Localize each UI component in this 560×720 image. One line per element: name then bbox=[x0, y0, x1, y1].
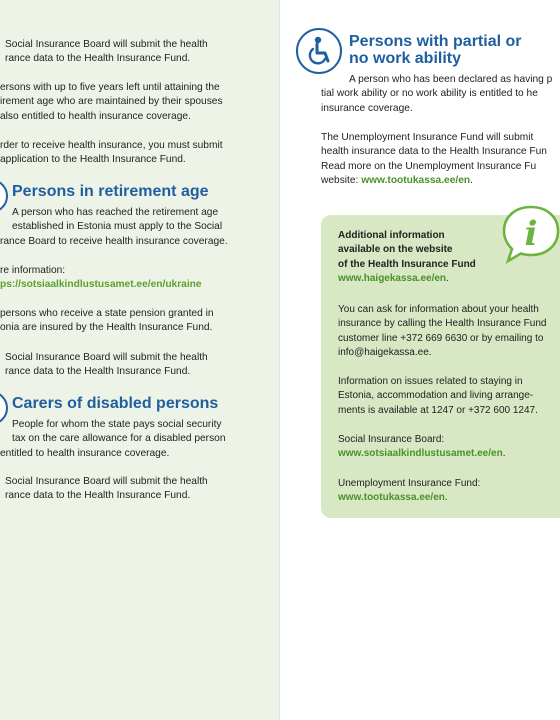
email-text: info@haigekassa.ee. bbox=[338, 346, 432, 358]
info-bubble-icon bbox=[500, 203, 560, 265]
wheelchair-icon bbox=[296, 28, 342, 74]
info-issues bbox=[338, 375, 560, 418]
line: Social Insurance Board will submit the health bbox=[5, 352, 208, 363]
period: . bbox=[470, 174, 473, 186]
line: onia are insured by the Health Insurance Fund. bbox=[0, 322, 213, 334]
line: A person who has been declared as having p bbox=[349, 74, 553, 85]
line: ersons with up to five years left until attaining the bbox=[0, 82, 220, 93]
line: Information on issues related to staying in bbox=[338, 376, 523, 387]
heading-line: no work ability bbox=[349, 50, 462, 67]
line: rder to receive health insurance, you must submit bbox=[0, 140, 223, 151]
paragraph-state-pension bbox=[0, 307, 239, 336]
line: Social Insurance Board will submit the health bbox=[5, 39, 208, 50]
line: rance Board to receive health insurance coverage. bbox=[0, 235, 228, 247]
heading-work-ability bbox=[349, 33, 560, 67]
line: tial work ability or no work ability is entitled to he bbox=[321, 88, 538, 100]
line: rance data to the Health Insurance Fund. bbox=[5, 53, 191, 65]
paragraph-carers bbox=[0, 418, 239, 461]
paragraph-sib-submit-2 bbox=[5, 351, 239, 380]
info-uif bbox=[338, 477, 560, 506]
sib-label: Social Insurance Board: bbox=[338, 434, 445, 445]
paragraph-unemployment bbox=[321, 131, 560, 188]
info-sib bbox=[338, 433, 560, 462]
info-title-line: available on the website bbox=[338, 244, 453, 256]
line: customer line +372 669 6630 or by emailing to bbox=[338, 332, 544, 344]
heading-carers: Carers of disabled persons bbox=[12, 395, 219, 412]
line: persons who receive a state pension granted in bbox=[0, 308, 214, 319]
line: established in Estonia must apply to the Social bbox=[12, 221, 223, 233]
period: . bbox=[444, 492, 448, 504]
line: health insurance data to the Health Insurance Fun bbox=[321, 146, 547, 158]
more-info-label: re information: bbox=[0, 265, 66, 276]
paragraph-spouses bbox=[0, 81, 239, 124]
line: A person who has reached the retirement age bbox=[12, 207, 219, 218]
line: entitled to health insurance coverage. bbox=[0, 447, 170, 459]
line: application to the Health Insurance Fund. bbox=[0, 154, 186, 166]
line: ments is available at 1247 or +372 600 1247. bbox=[338, 404, 538, 416]
website-prefix: website: bbox=[321, 174, 362, 186]
line: The Unemployment Insurance Fund will submit bbox=[321, 132, 534, 143]
heading-retirement: Persons in retirement age bbox=[12, 183, 209, 200]
sotsiaalkindlustusamet-link[interactable]: www.sotsiaalkindlustusamet.ee/en bbox=[338, 448, 503, 460]
line: Estonia, accommodation and living arrange- bbox=[338, 390, 534, 402]
haigekassa-link[interactable]: www.haigekassa.ee/en bbox=[338, 272, 447, 284]
line: rance data to the Health Insurance Fund. bbox=[5, 490, 191, 502]
period: . bbox=[446, 272, 449, 284]
paragraph-application bbox=[0, 139, 239, 168]
line: irement age who are maintained by their spouses bbox=[0, 96, 223, 108]
line: You can ask for information about your health bbox=[338, 304, 539, 315]
paragraph-sib-submit-1 bbox=[5, 38, 239, 67]
line: insurance by calling the Health Insurance Fund bbox=[338, 318, 547, 330]
period: . bbox=[502, 448, 506, 460]
line: insurance coverage. bbox=[321, 102, 413, 114]
line: tax on the care allowance for a disabled person bbox=[12, 433, 226, 445]
line: rance data to the Health Insurance Fund. bbox=[5, 366, 191, 378]
line: People for whom the state pays social security bbox=[12, 419, 222, 430]
info-title-line: Additional information bbox=[338, 230, 445, 241]
paragraph-retirement bbox=[0, 206, 239, 249]
tootukassa-link-1[interactable]: www.tootukassa.ee/en bbox=[361, 174, 471, 186]
heading-line: Persons with partial or bbox=[349, 33, 522, 50]
ukraine-link[interactable]: ps://sotsiaalkindlustusamet.ee/en/ukraine bbox=[0, 279, 202, 291]
paragraph-more-info bbox=[0, 264, 239, 293]
info-letter: i bbox=[524, 214, 538, 254]
line: also entitled to health insurance coverage. bbox=[0, 110, 191, 122]
uif-label: Unemployment Insurance Fund: bbox=[338, 478, 481, 489]
tootukassa-link-2[interactable]: www.tootukassa.ee/en bbox=[338, 492, 445, 504]
paragraph-work-ability bbox=[321, 73, 560, 116]
line: Read more on the Unemployment Insurance Fu bbox=[321, 160, 537, 172]
line: Social Insurance Board will submit the health bbox=[5, 476, 208, 487]
paragraph-sib-submit-3 bbox=[5, 475, 239, 504]
info-title-line: of the Health Insurance Fund bbox=[338, 258, 476, 270]
info-call bbox=[338, 303, 560, 360]
